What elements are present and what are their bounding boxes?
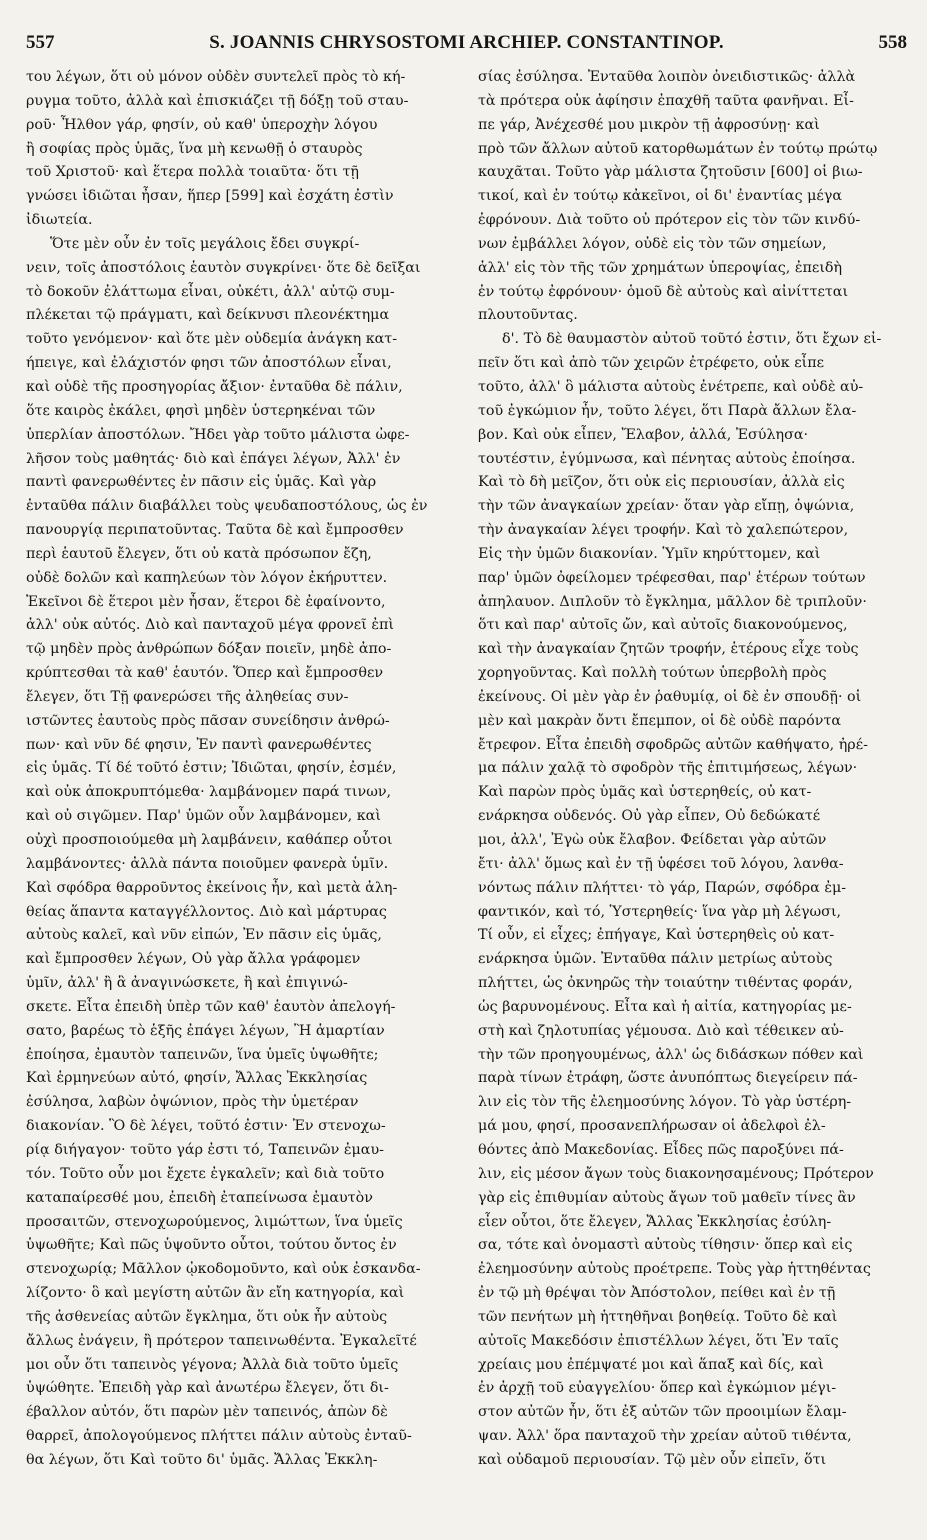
- text-line: Καὶ σφόδρα θαρροῦντος ἐκείνοις ἦν, καὶ μετὰ ἀλη-: [26, 879, 398, 896]
- text-line: καὶ ἔμπροσθεν λέγων, Οὐ γὰρ ἄλλα γράφομεν: [26, 951, 361, 968]
- text-line: πρὸ τῶν ἄλλων αὐτοῦ κατορθωμάτων ἐν τούτῳ πρώτῳ: [478, 140, 878, 157]
- text-line: λιν εἰς τὸν τῆς ἐλεημοσύνης λόγον. Τὸ γὰρ ὑστέρη-: [478, 1094, 852, 1111]
- text-line: τοῦτο γενόμενον· καὶ ὅτε μὲν οὐδεμία ἀνάγκη κατ-: [26, 331, 398, 348]
- text-line: πε γάρ, Ἀνέχεσθέ μου μικρὸν τῇ ἀφροσύνῃ· καὶ: [478, 116, 820, 133]
- text-line: αὐτοῖς Μακεδόσιν ἐπιστέλλων λέγει, ὅτι Ἐν ταῖς: [478, 1332, 839, 1349]
- text-line: λῆσον τοὺς μαθητάς· διὸ καὶ ἐπάγει λέγων, Ἀλλ' ἐν: [26, 450, 401, 467]
- text-line: νειν, τοῖς ἀποστόλοις ἑαυτὸν συγκρίνει· ὅτε δὲ δεῖξαι: [26, 259, 421, 276]
- text-line: ρίᾳ διήγαγον· τοῦτο γάρ ἐστι τό, Ταπεινῶν ἐμαυ-: [26, 1141, 384, 1158]
- text-line: μὲν καὶ μακρὰν ὄντι ἔπεμπον, οἱ δὲ οὐδὲ παρόντα: [478, 712, 842, 729]
- text-line: τῷ μηδὲν πρὸς ἀνθρώπων δόξαν ποιεῖν, μηδὲ ἀπο-: [26, 641, 392, 658]
- text-line: νων ἐμβάλλει λόγον, οὐδὲ εἰς τὸν τῶν σημείων,: [478, 235, 827, 252]
- text-line: τὴν ἀναγκαίαν λέγει τροφήν. Καὶ τὸ χαλεπώτερον,: [478, 522, 849, 539]
- text-line: σκετε. Εἶτα ἐπειδὴ ὑπὲρ τῶν καθ' ἑαυτὸν ἀπελογή-: [26, 998, 396, 1015]
- text-line: ροῦ· Ἦλθον γάρ, φησίν, οὐ καθ' ὑπεροχὴν λόγου: [26, 116, 378, 133]
- text-line: λιν, εἰς μέσον ἄγων τοὺς διακονησαμένους; Πρότερον: [478, 1165, 874, 1182]
- text-line: του λέγων, ὅτι οὐ μόνον οὐδὲν συντελεῖ πρὸς τὸ κή-: [26, 69, 406, 85]
- text-line: Καὶ ἑρμηνεύων αὐτό, φησίν, Ἄλλας Ἐκκλησίας: [26, 1070, 368, 1087]
- text-line: Εἰς τὴν ὑμῶν διακονίαν. Ὑμῖν κηρύττομεν, καὶ: [478, 545, 821, 562]
- text-line: σίας ἐσύλησα. Ἐνταῦθα λοιπὸν ὀνειδιστικῶς· ἀλλὰ: [478, 69, 856, 85]
- text-line: βον. Καὶ οὐκ εἶπεν, Ἔλαβον, ἀλλά, Ἐσύλησα·: [478, 426, 809, 443]
- text-line: οὐδὲ δολῶν καὶ καπηλεύων τὸν λόγον ἐκήρυττεν.: [26, 569, 388, 586]
- text-line: καταπαίρεσθέ μου, ἐπειδὴ ἐταπείνωσα ἐμαυτὸν: [26, 1189, 373, 1206]
- text-line: θόντες ἀπὸ Μακεδονίας. Εἶδες πῶς παροξύνει πά-: [478, 1141, 844, 1158]
- text-line: ήπειγε, καὶ ἐλάχιστόν φησι τῶν ἀποστόλων εἶναι,: [26, 355, 392, 372]
- text-line: ἐκείνους. Οἱ μὲν γὰρ ἐν ῥαθυμίᾳ, οἱ δὲ ἐν σπουδῇ· οἱ: [478, 688, 862, 705]
- text-line: μοι, ἀλλ', Ἐγὼ οὐκ ἔλαβον. Φείδεται γὰρ αὐτῶν: [478, 832, 827, 848]
- text-line: πων· καὶ νῦν δέ φησιν, Ἐν παντὶ φανερωθέντες: [26, 736, 372, 753]
- text-line: ἐνταῦθα πάλιν διαβάλλει τοὺς ψευδαποστόλους, ὡς ἐν: [26, 498, 428, 515]
- text-line: τὰ πρότερα οὐκ ἀφίησιν ἐπαχθῆ ταῦτα φανῆναι. Εἶ-: [478, 92, 854, 109]
- text-line: λαμβάνοντες· ἀλλὰ πάντα ποιοῦμεν φανερὰ ὑμῖν.: [26, 855, 389, 872]
- text-line: παρὰ τίνων ἐτράφη, ὥστε ἀνυπόπτως διεγείρειν πά-: [478, 1070, 858, 1087]
- text-line: κρύπτεσθαι τὰ καθ' ἑαυτόν. Ὅπερ καὶ ἔμπροσθεν: [26, 665, 384, 682]
- text-line: καὶ οὐκ ἀποκρυπτόμεθα· λαμβάνομεν παρά τινων,: [26, 784, 392, 801]
- right-column: [478, 66, 898, 1473]
- text-line: οὐχὶ προσποιούμεθα μὴ λαμβάνειν, καθάπερ οὗτοι: [26, 832, 393, 848]
- text-line: Καὶ παρὼν πρὸς ὑμᾶς καὶ ὑστερηθείς, οὐ κατ-: [478, 784, 812, 801]
- left-column: [26, 66, 446, 1473]
- text-line: ἀλλ' οὐκ αὐτός. Διὸ καὶ πανταχοῦ μέγα φρονεῖ ἐπὶ: [26, 617, 395, 634]
- text-line: ὡς βαρυνομένους. Εἶτα καὶ ἡ αἰτία, κατηγορίας με-: [478, 998, 852, 1015]
- text-line: ἐν ἀρχῇ τοῦ εὐαγγελίου· ὅπερ καὶ ἐγκώμιον μέγι-: [478, 1380, 837, 1397]
- text-line: γνώσει ἰδιῶται ἦσαν, ἥπερ [599] καὶ ἐσχάτη ἐστὶν: [26, 188, 394, 205]
- text-line: σατο, βαρέως τὸ ἑξῆς ἐπάγει λέγων, Ἢ ἁμαρτίαν: [26, 1022, 385, 1039]
- text-line: νόντως πάλιν πλήττει· τὸ γάρ, Παρών, σφόδρα ἐμ-: [478, 879, 847, 896]
- text-line: τοῦ Χριστοῦ· καὶ ἕτερα πολλὰ τοιαῦτα· ὅτι τῇ: [26, 164, 359, 181]
- text-line: ἐσύλησα, λαβὼν ὀψώνιον, πρὸς τὴν ὑμετέραν: [26, 1094, 359, 1111]
- text-line: τοῦτο, ἀλλ' ὃ μάλιστα αὐτοὺς ἐνέτρεπε, καὶ οὐδὲ αὐ-: [478, 378, 864, 395]
- text-line: έβαλλον αὐτόν, ὅτι παρὼν μὲν ταπεινός, ἀπὼν δὲ: [26, 1404, 388, 1421]
- text-line: γὰρ εἰς ἐπιθυμίαν αὐτοὺς ἄγων τοῦ μαθεῖν τίνες ἂν: [478, 1189, 856, 1206]
- text-line: στενοχωρίᾳ; Μᾶλλον ᾠκοδομοῦντο, καὶ οὐκ ἐσκανδα-: [26, 1261, 421, 1278]
- text-line: Ἐκεῖνοι δὲ ἕτεροι μὲν ἦσαν, ἕτεροι δὲ ἐφαίνοντο,: [26, 593, 386, 610]
- text-line: θαρρεῖ, ἀπολογούμενος πλήττει πάλιν αὐτοὺς ἐνταῦ-: [26, 1428, 412, 1445]
- text-line: ὑμῖν, ἀλλ' ἢ ἃ ἀναγινώσκετε, ἢ καὶ ἐπιγινώ-: [26, 975, 348, 992]
- text-line: τὴν τῶν προηγουμένως, ἀλλ' ὡς διδάσκων πόθεν καὶ: [478, 1046, 864, 1063]
- text-line: τικοί, καὶ ἐν τούτῳ κἀκεῖνοι, οἱ δι' ἐναντίας μέγα: [478, 188, 843, 205]
- text-line: μοι οὖν ὅτι ταπεινὸς γέγονα; Ἀλλὰ διὰ τοῦτο ὑμεῖς: [26, 1356, 399, 1373]
- text-line: ἔτι· ἀλλ' ὅμως καὶ ἐν τῇ ὑφέσει τοῦ λόγου, λανθα-: [478, 855, 844, 872]
- text-line: ἔτρεφον. Εἶτα ἐπειδὴ σφοδρῶς αὐτῶν καθήψατο, ἠρέ-: [478, 736, 868, 753]
- text-line: ἰδιωτεία.: [26, 212, 93, 229]
- text-line: πλουτοῦντας.: [478, 307, 578, 324]
- text-line: μα πάλιν χαλᾷ τὸ σφοδρὸν τῆς ἐπιτιμήσεως, λέγων·: [478, 760, 858, 777]
- page-header: [26, 32, 907, 56]
- text-line: φαντικόν, καὶ τό, Ὑστερηθείς· ἵνα γὰρ μὴ λέγωσι,: [478, 903, 842, 920]
- text-line: ἔλεγεν, ὅτι Τῇ φανερώσει τῆς ἀληθείας συν-: [26, 688, 349, 705]
- running-title: S. JOANNIS CHRYSOSTOMI ARCHIEP. CONSTANTINOP.: [209, 32, 724, 53]
- text-line: παρ' ὑμῶν ὀφείλομεν τρέφεσθαι, παρ' ἑτέρων τούτων: [478, 569, 866, 586]
- text-line: λίζοντο· ὃ καὶ μεγίστη αὐτῶν ἂν εἴη κατηγορία, καὶ: [26, 1285, 405, 1302]
- page-number-right: 558: [878, 32, 907, 53]
- text-line: στον αὐτῶν ἦν, ὅτι ἐξ αὐτῶν τῶν προοιμίων ἔλαμ-: [478, 1404, 847, 1421]
- text-line: αὐτοὺς καλεῖ, καὶ νῦν εἰπών, Ἐν πᾶσιν εἰς ὑμᾶς,: [26, 927, 382, 944]
- text-line: ἐλεημοσύνην αὐτοὺς προέτρεπε. Τοὺς γὰρ ἡττηθέντας: [478, 1261, 871, 1278]
- text-line: πεῖν ὅτι καὶ ἀπὸ τῶν χειρῶν ἐτρέφετο, οὐκ εἶπε: [478, 355, 825, 372]
- text-line: ὑπερλίαν ἀποστόλων. Ἤδει γὰρ τοῦτο μάλιστα ὠφε-: [26, 426, 410, 443]
- text-line: ἐν τῷ μὴ θρέψαι τὸν Ἀπόστολον, πείθει καὶ ἐν τῇ: [478, 1285, 836, 1302]
- text-line: ρυγμα τοῦτο, ἀλλὰ καὶ ἐπισκιάζει τῇ δόξῃ τοῦ σταυ-: [26, 92, 409, 109]
- text-line: δ'. Τὸ δὲ θαυμαστὸν αὐτοῦ τοῦτό ἐστιν, ὅτι ἔχων εἰ-: [502, 331, 882, 348]
- text-line: ψαν. Ἀλλ' ὅρα πανταχοῦ τὴν χρείαν αὐτοῦ τιθέντα,: [478, 1428, 852, 1445]
- text-line: ἀπηλαυον. Διπλοῦν τὸ ἔγκλημα, μᾶλλον δὲ τριπλοῦν·: [478, 593, 867, 610]
- text-line: χορηγοῦντας. Καὶ πολλὴ τούτων ὑπερβολὴ πρὸς: [478, 665, 827, 682]
- text-line: στὴ καὶ ζηλοτυπίας γέμουσα. Διὸ καὶ τέθεικεν αὐ-: [478, 1022, 844, 1039]
- text-line: ἄλλως ἐνάγειν, ἢ πρότερον ταπεινωθέντα. Ἐγκαλεῖτέ: [26, 1332, 417, 1349]
- text-line: τῶν πενήτων μὴ ἡττηθῆναι βοηθείᾳ. Τοῦτο δὲ καὶ: [478, 1308, 838, 1325]
- text-line: τοῦ ἐγκώμιον ἦν, τοῦτο λέγει, ὅτι Παρὰ ἄλλων ἔλα-: [478, 402, 857, 419]
- text-line: θα λέγων, ὅτι Καὶ τοῦτο δι' ὑμᾶς. Ἄλλας Ἐκκλη-: [26, 1451, 378, 1468]
- text-line: ἢ σοφίας πρὸς ὑμᾶς, ἵνα μὴ κενωθῇ ὁ σταυρὸς: [26, 140, 363, 157]
- text-line: σα, τότε καὶ ὀνομαστὶ αὐτοὺς τίθησιν· ὅπερ καὶ εἰς: [478, 1237, 853, 1254]
- page-number-left: 557: [26, 32, 55, 53]
- text-line: τουτέστιν, ἐγύμνωσα, καὶ πένητας αὐτοὺς ἐποίησα.: [478, 450, 856, 467]
- text-line: Καὶ τὸ δὴ μεῖζον, ὅτι οὐκ εἰς περιουσίαν, ἀλλὰ εἰς: [478, 474, 845, 491]
- text-line: παντὶ φανερωθέντες ἐν πᾶσιν εἰς ὑμᾶς. Καὶ γὰρ: [26, 474, 377, 491]
- text-line: ἐν τούτῳ ἐφρόνουν· ὁμοῦ δὲ αὐτοὺς καὶ αἰνίττεται: [478, 283, 849, 300]
- text-line: ἐφρόνουν. Διὰ τοῦτο οὐ πρότερον εἰς τὸν τῶν κινδύ-: [478, 212, 861, 229]
- text-line: ἀλλ' εἰς τὸν τῆς τῶν χρημάτων ὑπεροψίας, ἐπειδὴ: [478, 259, 843, 276]
- text-line: καὶ οὐδὲ τῆς προσηγορίας ἄξιον· ἐνταῦθα δὲ πάλιν,: [26, 378, 403, 395]
- text-line: ἐποίησα, ἐμαυτὸν ταπεινῶν, ἵνα ὑμεῖς ὑψωθῆτε;: [26, 1046, 379, 1063]
- text-line: προσαιτῶν, στενοχωρούμενος, λιμώττων, ἵνα ὑμεῖς: [26, 1213, 403, 1230]
- text-line: μά μου, φησί, προσανεπλήρωσαν οἱ ἀδελφοὶ ἐλ-: [478, 1118, 826, 1135]
- text-line: καυχᾶται. Τοῦτο γὰρ μάλιστα ζητοῦσιν [600] οἱ βιω-: [478, 164, 863, 181]
- text-line: καὶ τὴν ἀναγκαίαν ζητῶν τροφήν, ἑτέρους εἶχε τοὺς: [478, 641, 859, 658]
- text-line: πανουργίᾳ περιπατοῦντας. Ταῦτα δὲ καὶ ἔμπροσθεν: [26, 522, 404, 539]
- text-line: τὸ δοκοῦν ἐλάττωμα εἶναι, οὐκέτι, ἀλλ' αὐτῷ συμ-: [26, 283, 395, 300]
- text-line: Τί οὖν, εἰ εἶχες; ἐπήγαγε, Καὶ ὑστερηθεὶς οὐ κατ-: [478, 927, 835, 944]
- text-line: χρείαις μου ἐπέμψατέ μοι καὶ ἅπαξ καὶ δίς, καὶ: [478, 1356, 824, 1373]
- text-line: ενάρκησα ὑμῶν. Ἐνταῦθα πάλιν μετρίως αὐτοὺς: [478, 951, 833, 968]
- text-line: πλήττει, ὡς ὀκνηρῶς τὴν τοιαύτην τιθέντας φοράν,: [478, 975, 853, 992]
- text-line: εἰς ὑμᾶς. Τί δέ τοῦτό ἐστιν; Ἰδιῶται, φησίν, ἐσμέν,: [26, 760, 397, 777]
- text-line: τόν. Τοῦτο οὖν μοι ἔχετε ἐγκαλεῖν; καὶ διὰ τοῦτο: [26, 1165, 385, 1182]
- text-line: ὅτι καὶ παρ' αὐτοῖς ὤν, καὶ αὐτοῖς διακονούμενος,: [478, 617, 848, 634]
- text-line: ὑψώθητε. Ἐπειδὴ γὰρ καὶ ἀνωτέρω ἔλεγεν, ὅτι δι-: [26, 1380, 389, 1397]
- text-line: καὶ οὐδαμοῦ περιουσίαν. Τῷ μὲν οὖν εἰπεῖν, ὅτι: [478, 1451, 827, 1468]
- text-line: ενάρκησα οὐδενός. Οὐ γὰρ εἶπεν, Οὐ δεδώκατέ: [478, 808, 821, 825]
- text-line: τὴν τῶν ἀναγκαίων χρείαν· ὅταν γὰρ εἴπῃ, ὀψώνια,: [478, 498, 855, 515]
- text-line: διακονίαν. Ὃ δὲ λέγει, τοῦτό ἐστιν· Ἐν στενοχω-: [26, 1118, 386, 1135]
- text-line: εἶεν οὗτοι, ὅτε ἔλεγεν, Ἄλλας Ἐκκλησίας ἐσύλη-: [478, 1213, 832, 1230]
- text-line: καὶ οὐ σιγῶμεν. Παρ' ὑμῶν οὖν λαμβάνομεν, καὶ: [26, 808, 381, 825]
- text-line: ὑψωθῆτε; Καὶ πῶς ὑψοῦντο οὗτοι, τούτου ὄντος ἐν: [26, 1237, 397, 1254]
- text-line: Ὅτε μὲν οὖν ἐν τοῖς μεγάλοις ἔδει συγκρί-: [50, 235, 360, 252]
- text-line: περὶ ἑαυτοῦ ἔλεγεν, ὅτι οὐ κατὰ πρόσωπον ἔζη,: [26, 545, 372, 562]
- text-line: θείας ἅπαντα καταγγέλλοντος. Διὸ καὶ μάρτυρας: [26, 903, 387, 920]
- text-line: ιστῶντες ἑαυτοὺς πρὸς πᾶσαν συνείδησιν ἀνθρώ-: [26, 712, 390, 729]
- text-line: πλέκεται τῷ πράγματι, καὶ δείκνυσι πλεονέκτημα: [26, 307, 390, 324]
- text-line: τῆς ἀσθενείας αὐτῶν ἔγκλημα, ὅτι οὐκ ἦν αὐτοὺς: [26, 1308, 388, 1325]
- text-line: ὅτε καιρὸς ἐκάλει, φησὶ μηδὲν ὑστερηκέναι τῶν: [26, 402, 376, 419]
